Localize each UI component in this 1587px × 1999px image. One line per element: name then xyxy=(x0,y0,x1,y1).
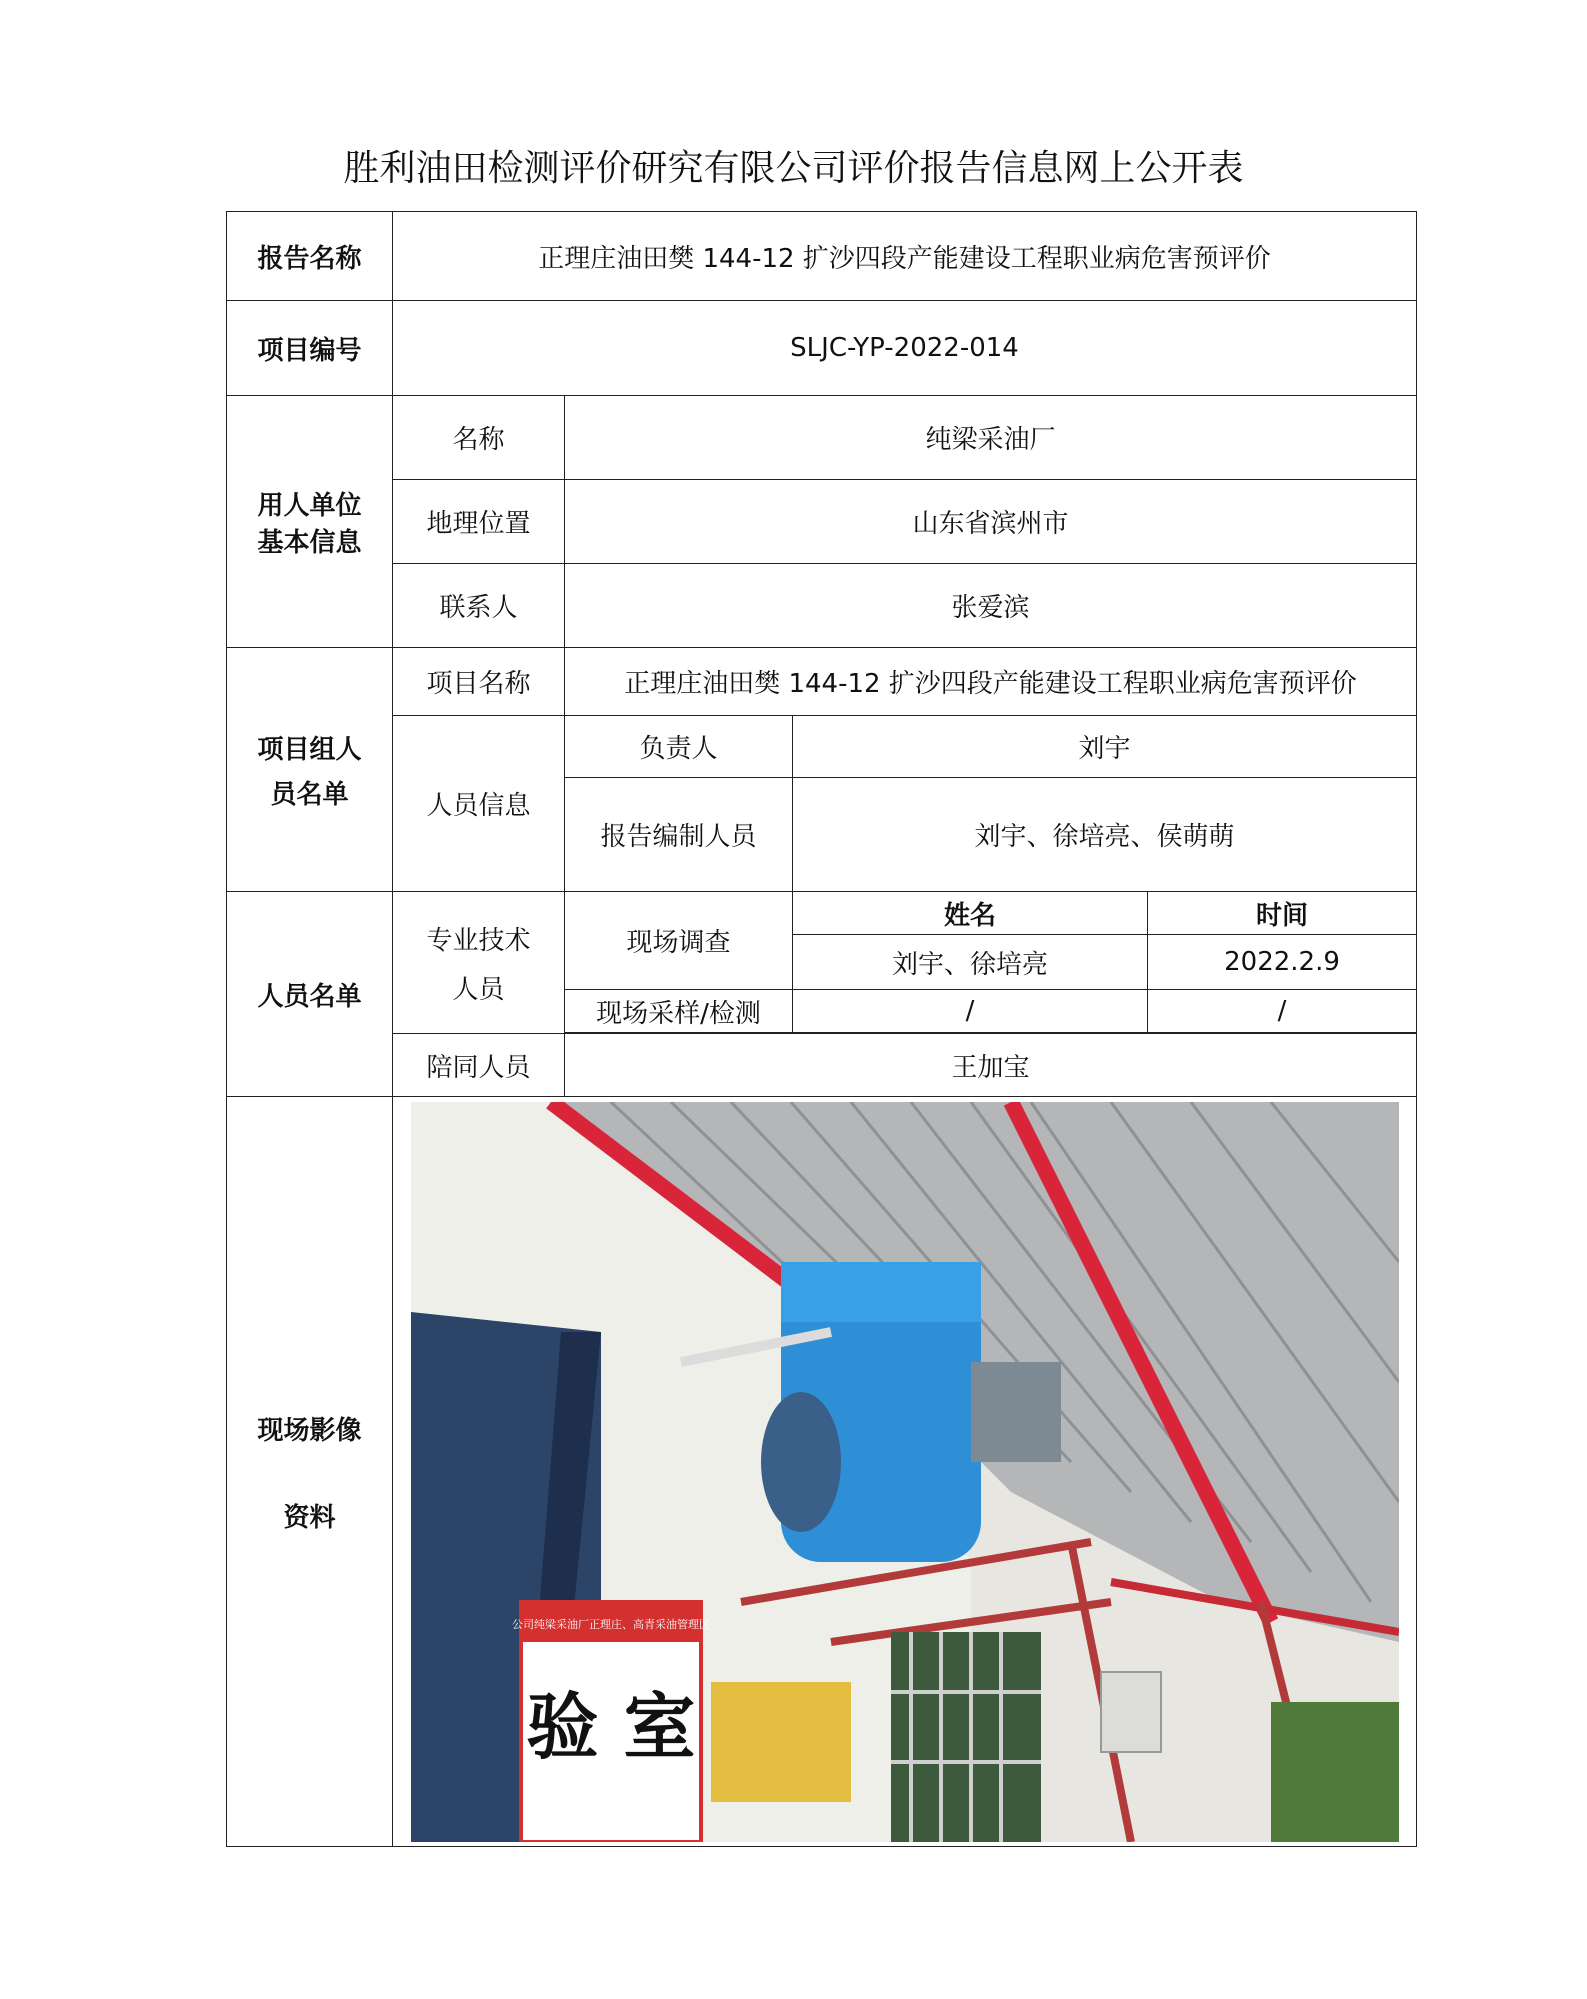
employer-name-value: 纯梁采油厂 xyxy=(565,396,1417,480)
site-photo xyxy=(411,1102,1399,1842)
employer-location-value: 山东省滨州市 xyxy=(565,480,1417,564)
compilers-value: 刘宇、徐培亮、侯萌萌 xyxy=(793,778,1417,892)
tech-label-line1: 专业技术 xyxy=(426,925,531,956)
col-time-header: 时间 xyxy=(1148,892,1417,935)
escort-label: 陪同人员 xyxy=(393,1034,565,1097)
employer-contact-row xyxy=(227,564,1417,648)
employer-label-line1: 用人单位 xyxy=(257,490,362,521)
compilers-label: 报告编制人员 xyxy=(565,778,793,892)
survey-time: 2022.2.9 xyxy=(1148,935,1417,990)
team-project-name-value: 正理庄油田樊 144-12 扩沙四段产能建设工程职业病危害预评价 xyxy=(565,648,1417,716)
employer-contact-label: 联系人 xyxy=(393,564,565,648)
sign-small-text: 公司纯梁采油厂正理庄、高青采油管理区 xyxy=(511,1617,710,1631)
leader-label: 负责人 xyxy=(565,716,793,778)
report-name-value: 正理庄油田樊 144-12 扩沙四段产能建设工程职业病危害预评价 xyxy=(393,212,1417,301)
team-leader-row xyxy=(227,716,1417,778)
tech-staff-label xyxy=(393,892,565,1034)
team-label-line1: 项目组人 xyxy=(257,734,362,765)
sampling-names: / xyxy=(793,990,1148,1033)
info-table xyxy=(226,211,1417,1847)
employer-label-line2: 基本信息 xyxy=(257,527,362,558)
report-name-row xyxy=(227,212,1417,301)
sign-text: 验 室 xyxy=(525,1684,696,1769)
photo-label-line1: 现场影像 xyxy=(257,1415,362,1446)
team-project-row xyxy=(227,648,1417,716)
employer-info-label xyxy=(227,396,393,648)
sampling-label: 现场采样/检测 xyxy=(565,990,793,1033)
staff-list-label: 人员名单 xyxy=(227,892,393,1097)
employer-location-label: 地理位置 xyxy=(393,480,565,564)
escort-row xyxy=(227,1034,1417,1097)
leader-value: 刘宇 xyxy=(793,716,1417,778)
escort-value: 王加宝 xyxy=(565,1034,1417,1097)
staff-header-row xyxy=(227,892,1417,935)
photo-label xyxy=(227,1097,393,1847)
project-no-value: SLJC-YP-2022-014 xyxy=(393,301,1417,396)
employer-name-label: 名称 xyxy=(393,396,565,480)
employer-location-row xyxy=(227,480,1417,564)
survey-label: 现场调查 xyxy=(565,892,793,990)
sampling-time: / xyxy=(1148,990,1417,1033)
team-label xyxy=(227,648,393,892)
project-no-label: 项目编号 xyxy=(227,301,393,396)
personnel-info-label: 人员信息 xyxy=(393,716,565,892)
photo-cell xyxy=(393,1097,1417,1847)
page-title: 胜利油田检测评价研究有限公司评价报告信息网上公开表 xyxy=(343,148,1244,189)
employer-contact-value: 张爱滨 xyxy=(565,564,1417,648)
report-name-label: 报告名称 xyxy=(227,212,393,301)
photo-label-line2: 资料 xyxy=(283,1502,336,1533)
team-label-line2: 员名单 xyxy=(270,779,349,810)
project-no-row xyxy=(227,301,1417,396)
tech-label-line2: 人员 xyxy=(452,974,505,1005)
photo-row xyxy=(227,1097,1417,1847)
team-project-name-label: 项目名称 xyxy=(393,648,565,716)
col-name-header: 姓名 xyxy=(793,892,1148,935)
survey-names: 刘宇、徐培亮 xyxy=(793,935,1148,990)
employer-name-row xyxy=(227,396,1417,480)
